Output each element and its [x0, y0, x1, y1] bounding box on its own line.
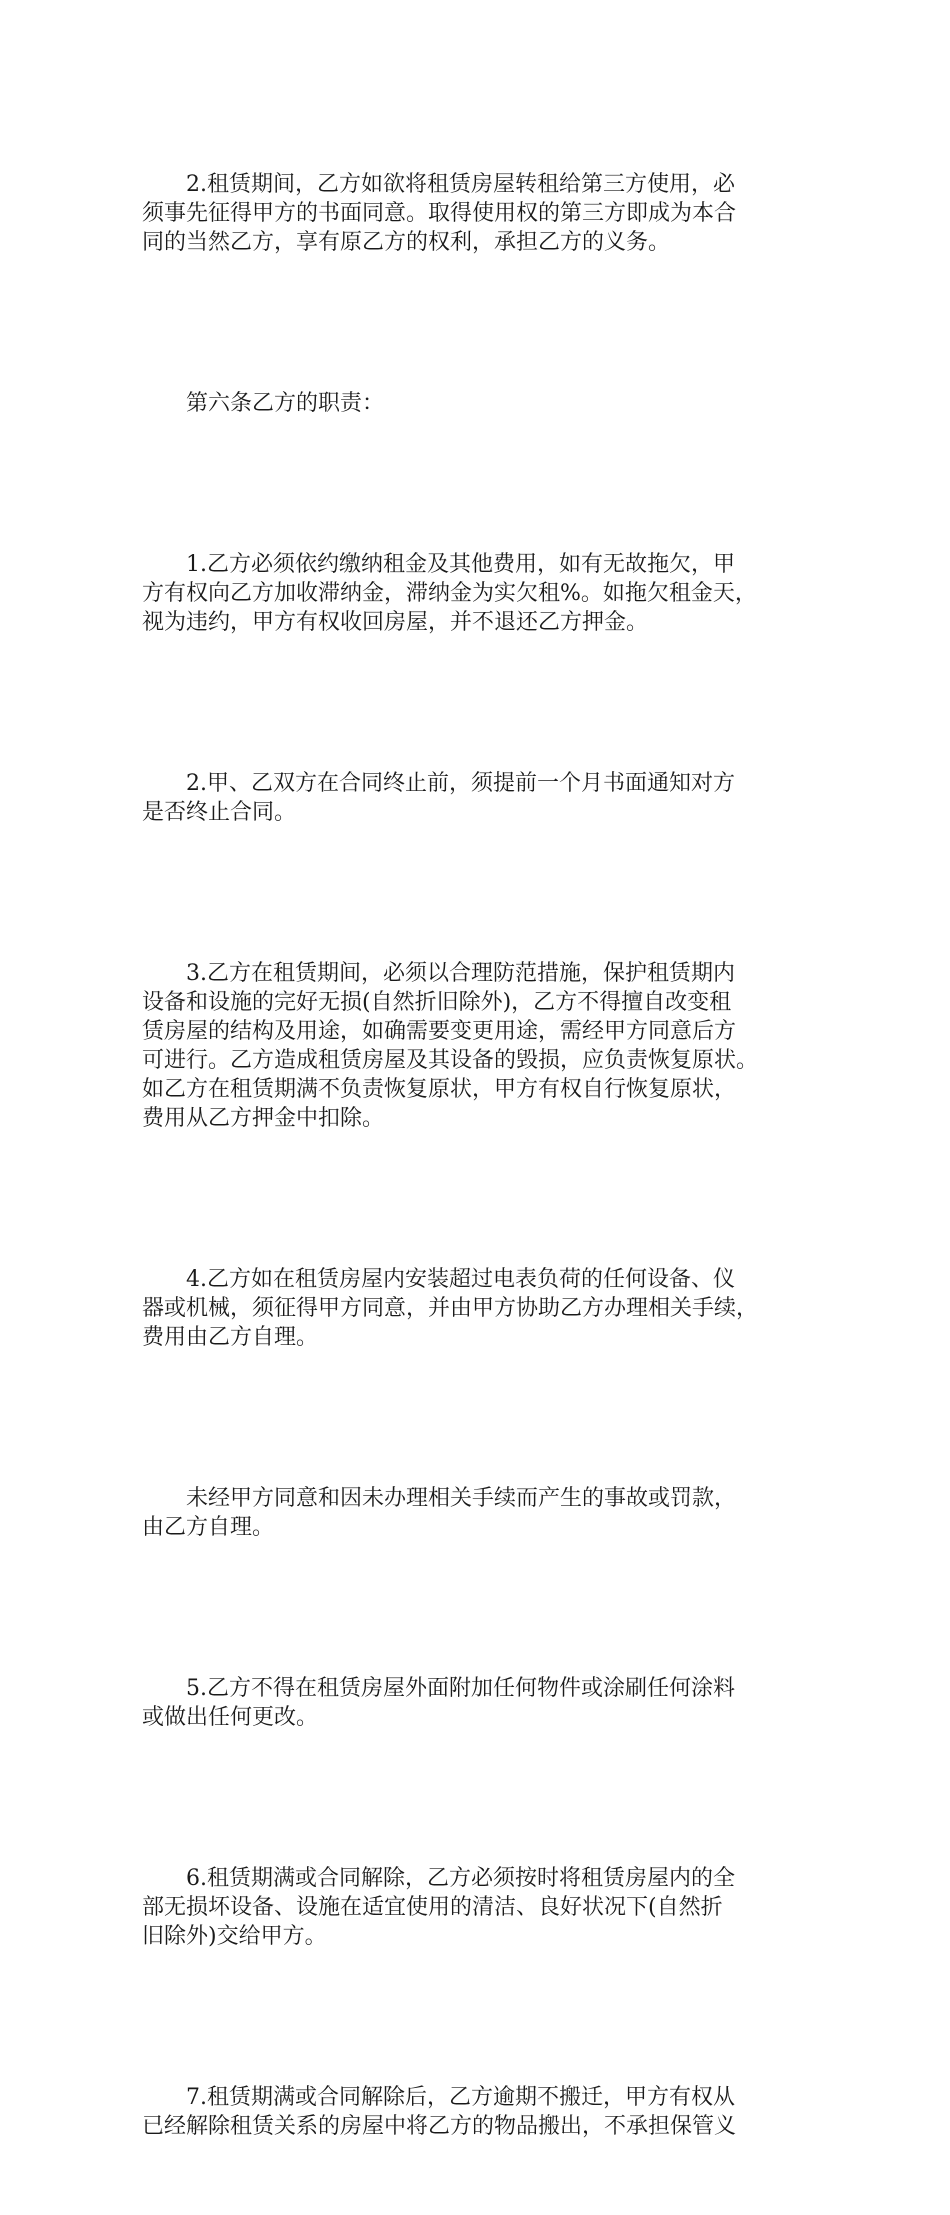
- text-line: 是否终止合同。: [142, 800, 297, 825]
- text-line: 方有权向乙方加收滞纳金，滞纳金为实欠租%。如拖欠租金天，: [142, 581, 757, 606]
- text-line: 2.甲、乙双方在合同终止前，须提前一个月书面通知对方: [186, 771, 735, 796]
- text-line: 6.租赁期满或合同解除，乙方必须按时将租赁房屋内的全: [186, 1866, 735, 1891]
- text-line: 费用由乙方自理。: [142, 1325, 319, 1350]
- text-line: 费用从乙方押金中扣除。: [142, 1106, 385, 1131]
- text-line: 4.乙方如在租赁房屋内安装超过电表负荷的任何设备、仪: [186, 1267, 735, 1292]
- paragraph-duty-7: [142, 2025, 832, 2199]
- text-line: 2.租赁期间，乙方如欲将租赁房屋转租给第三方使用，必: [186, 172, 735, 197]
- text-line: 由乙方自理。: [142, 1515, 275, 1540]
- text-line: 1.乙方必须依约缴纳租金及其他费用，如有无故拖欠，甲: [186, 552, 735, 577]
- document-body: [142, 112, 832, 2215]
- text-line: 同的当然乙方，享有原乙方的权利，承担乙方的义务。: [142, 230, 671, 255]
- paragraph-duty-4-note: [142, 1426, 832, 1600]
- text-line: 设备和设施的完好无损(自然折旧除外)，乙方不得擅自改变租: [142, 990, 732, 1015]
- paragraph-duty-1: [142, 492, 832, 695]
- paragraph-duty-4: [142, 1207, 832, 1410]
- paragraph-sublease-clause: [142, 112, 832, 315]
- text-line: 旧除外)交给甲方。: [142, 1924, 327, 1949]
- paragraph-duty-6: [142, 1806, 832, 2009]
- text-line: 须事先征得甲方的书面同意。取得使用权的第三方即成为本合: [142, 201, 737, 226]
- text-line: 视为违约，甲方有权收回房屋，并不退还乙方押金。: [142, 610, 649, 635]
- text-line: 第六条乙方的职责：: [186, 391, 385, 416]
- text-line: 5.乙方不得在租赁房屋外面附加任何物件或涂刷任何涂料: [186, 1676, 735, 1701]
- text-line: 如乙方在租赁期满不负责恢复原状，甲方有权自行恢复原状，: [142, 1077, 737, 1102]
- text-line: 7.租赁期满或合同解除后，乙方逾期不搬迁，甲方有权从: [186, 2085, 735, 2110]
- paragraph-duty-3: [142, 901, 832, 1191]
- text-line: 3.乙方在租赁期间，必须以合理防范措施，保护租赁期内: [186, 961, 735, 986]
- text-line: 部无损坏设备、设施在适宜使用的清洁、良好状况下(自然折: [142, 1895, 723, 1920]
- text-line: 或做出任何更改。: [142, 1705, 319, 1730]
- text-line: 可进行。乙方造成租赁房屋及其设备的毁损，应负责恢复原状。: [142, 1048, 759, 1073]
- text-line: 赁房屋的结构及用途，如确需要变更用途，需经甲方同意后方: [142, 1019, 737, 1044]
- paragraph-duty-2: [142, 711, 832, 885]
- text-line: 器或机械，须征得甲方同意，并由甲方协助乙方办理相关手续，: [142, 1296, 759, 1321]
- section-heading-article-6: [142, 331, 832, 476]
- text-line: 已经解除租赁关系的房屋中将乙方的物品搬出，不承担保管义: [142, 2114, 737, 2139]
- paragraph-duty-5: [142, 1616, 832, 1790]
- text-line: 未经甲方同意和因未办理相关手续而产生的事故或罚款，: [186, 1486, 737, 1511]
